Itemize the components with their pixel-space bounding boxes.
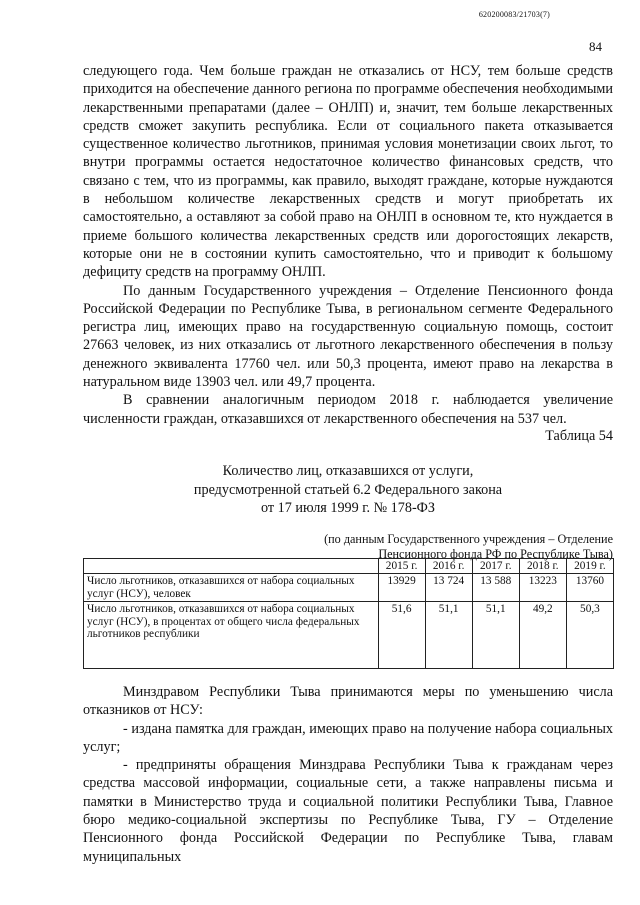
document-code: 620200083/21703(7) (478, 10, 550, 19)
list-item: - предприняты обращения Минздрава Республики Тыва к гражданам через средства массовой информации, социальные сети, а также направлены письма и памятки в Министерство труда и социальной политики Республики Тыва, Главное бюро медико-социальной экспертизы по Республике Тыва, ГУ – Отделение Пенсионного фонда Российской Федерации по Республике Тыва, главам муниципальных (83, 757, 613, 865)
table-header-cell: 2015 г. (378, 559, 425, 574)
table-cell: 13223 (519, 574, 566, 602)
body-text-top (83, 62, 613, 428)
paragraph: следующего года. Чем больше граждан не отказались от НСУ, тем больше средств приходится на обеспечение данного региона по программе обеспечения необходимыми лекарственными препаратами (далее – ОНЛП) и, значит, тем больше лекарственных средств сможет закупить республика. Если от социального пакета отказывается существенное количество льготников, принимая условия монетизации своих льгот, то внутри программы остается недостаточное количество финансовых средств, что связано с тем, что из программы, как правило, выходят граждане, которые нуждаются в небольшом количестве лекарственных средств и могут приобретать их самостоятельно, а оставляют за собой право на ОНЛП в основном те, кто нуждается в приеме большого количества лекарственных средств или дорогостоящих лекарств, которые они не в состоянии купить самостоятельно, что и приводит к большому дефициту средств на программу ОНЛП. (83, 63, 613, 281)
table-row (84, 574, 614, 602)
page-number: 84 (589, 39, 602, 54)
paragraph: В сравнении аналогичным периодом 2018 г. наблюдается увеличение численности граждан, отказавшихся от лекарственного обеспечения на 537 чел. (83, 392, 613, 427)
table-title-line: предусмотренной статьей 6.2 Федерального закона (193, 481, 503, 498)
table-header-cell: 2017 г. (472, 559, 519, 574)
list-item: - издана памятка для граждан, имеющих право на получение набора социальных услуг; (83, 720, 613, 755)
table-source-line: Пенсионного фонда РФ по Республике Тыва) (378, 546, 613, 561)
table-header-cell: 2016 г. (425, 559, 472, 574)
table-header-cell (84, 559, 379, 574)
table-source-line: (по данным Государственного учреждения – Отделение (324, 532, 613, 546)
table-label: Таблица 54 (545, 428, 613, 444)
table-header-row (84, 559, 614, 574)
table-title-line: Количество лиц, отказавшихся от услуги, (222, 463, 474, 479)
table-cell: 13760 (566, 574, 613, 602)
table-cell: 50,3 (566, 602, 613, 669)
table-cell: 49,2 (519, 602, 566, 669)
table-source-note (324, 532, 613, 561)
table-cell: 13 724 (425, 574, 472, 602)
table-cell: 13929 (378, 574, 425, 602)
table-row-label: Число льготников, отказавшихся от набора социальных услуг (НСУ), человек (84, 574, 379, 602)
paragraph: По данным Государственного учреждения – Отделение Пенсионного фонда Российской Федерации по Республике Тыва, в региональном сегменте Федерального регистра лиц, имеющих право на государственную социальную помощь, состоит 27663 человек, из них отказались от льготного лекарственного обеспечения в пользу денежного эквивалента 17760 чел. или 50,3 процента, имеют право на лекарства в натуральном виде 13903 чел. или 49,7 процента. (83, 282, 613, 391)
table-cell: 51,6 (378, 602, 425, 669)
table-title (83, 462, 613, 518)
body-text-bottom (83, 683, 613, 866)
table-header-cell: 2018 г. (519, 559, 566, 574)
nsu-table (83, 558, 614, 669)
table-row (84, 602, 614, 669)
table-header-cell: 2019 г. (566, 559, 613, 574)
table-cell: 51,1 (472, 602, 519, 669)
table-row-label: Число льготников, отказавшихся от набора социальных услуг (НСУ), в процентах от общего числа федеральных льготников республики (84, 602, 379, 669)
paragraph: Минздравом Республики Тыва принимаются меры по уменьшению числа отказников от НСУ: (83, 684, 613, 719)
table-cell: 13 588 (472, 574, 519, 602)
table-title-line: от 17 июля 1999 г. № 178-ФЗ (260, 500, 436, 516)
table-cell: 51,1 (425, 602, 472, 669)
